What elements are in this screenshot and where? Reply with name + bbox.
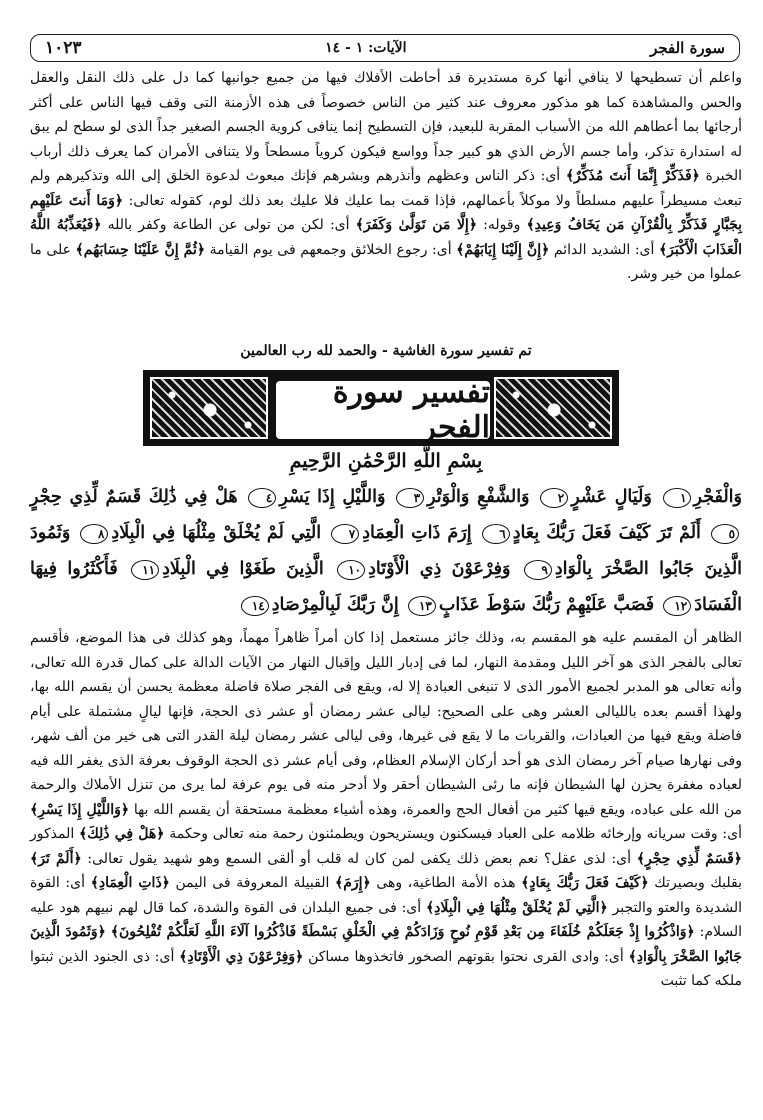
verse-number: ٩ — [524, 560, 552, 580]
quran-quote: ﴿إِرَمَ﴾ — [335, 875, 371, 891]
commentary-text: المذكور — [30, 826, 80, 842]
commentary-paragraph-bottom — [30, 626, 742, 994]
quran-quote: ﴿ذَاتِ الْعِمَادِ﴾ — [90, 875, 170, 891]
quran-quote: ﴿وَمَا أَنتَ عَلَيْهِم بِجَبَّارٍ فَذَكِّرْ بِالْقُرْآنِ مَن يَخَافُ وَعِيدِ﴾ — [30, 192, 743, 233]
verse-number: ١ — [663, 488, 691, 508]
commentary-text: أى: فى جميع البلدان فى القوة والشدة، كما قال لهم نبيهم هود عليه السلام: — [30, 899, 742, 940]
basmala: بِسْمِ اللَّهِ الرَّحْمَٰنِ الرَّحِيمِ — [289, 450, 483, 472]
verse-number: ١٤ — [241, 596, 269, 616]
quran-quote: ﴿وَاذْكُرُوا إِذْ جَعَلَكُمْ خُلَفَاءَ مِن بَعْدِ قَوْمِ نُوحٍ وَزَادَكُمْ فِي الْخَلْقِ بَسْطَةً فَاذْكُرُوا آلَاءَ اللَّهِ لَعَلَّكُمْ تُفْلِحُونَ﴾ — [110, 924, 695, 940]
verse-number: ٤ — [248, 488, 276, 508]
verse-text: وَالشَّفْعِ وَالْوَتْرِ — [427, 487, 530, 507]
verse-text: هَلْ فِي ذَٰلِكَ قَسَمٌ لِّذِي حِجْرٍ — [30, 487, 238, 507]
verse-text: فَأَكْثَرُوا فِيهَا الْفَسَادَ — [30, 559, 742, 615]
commentary-text: واعلم أن تسطيحها لا ينافي أنها كرة مستديرة قد أحاطت الأفلاك فيها من جميع جوانبها كما دل على ذلك النقل والعقل والحس والمشاهدة كما هو مذكور معروف عند كثير من الناس خصوصاً فى هذه الأزمنة التى وقف فيها الناس على أكثر أرجائها بما أعطاهم الله من الأسباب المقربة للبعيد، فإن التسطيح إنما ينافى كروية الجسم الصغير جداً الذى لو سطح لم يبق له استدارة تذكر، وأما جسم الأرض الذي هو كبير جداً وواسع فيكون كروياً مسطحاً ولا يتنافى الأمران كما يعرف ذلك أرباب الخبرة — [30, 70, 742, 184]
header-surah-name: سورة الفجر — [650, 39, 725, 57]
surah-end-line: تم تفسير سورة الغاشية - والحمد لله رب العالمين — [240, 343, 532, 359]
page-number: ١٠٢٣ — [45, 38, 82, 58]
commentary-text: الظاهر أن المقسم عليه هو المقسم به، وذلك جائز مستعمل إذا كان أمراً ظاهراً مهماً، وهو كذلك فى هذا الموضع، فأقسم تعالى بالفجر الذى هو آخر الليل ومقدمة النهار، لما فى إدبار الليل وإقبال النهار من الآيات الدالة على كمال قدرة الله تعالى، وأنه تعالى هو المدبر لجميع الأمور الذى لا تنبغى العبادة إلا له، ويقع فى الفجر صلاة فاضلة معظمة يحسن أن يقسم الله بها، ولهذا أقسم بعده بالليالى العشر وهى على الصحيح: ليالى عشر رمضان أو عشر ذى الحجة، فإنها ليالٍ مشتملة على أيام فاضلة ويقع فيها من العبادات، والقربات ما لا يقع فى غيرها، وفى ليالى عشر رمضان ليلة القدر التى هى خير من ألف شهر، وفى نهارها صيام آخر رمضان الذى هو أحد أركان الإسلام العظام، وفى أيام عشر ذى الحجة الوقوف بعرفة الذى يغفر الله فيه لعباده مغفرة يحزن لها الشيطان فإنه ما رئى الشيطان أحقر ولا أدحر منه فى يوم عرفة لما يرى من تنزل الأملاك والرحمة من الله على عباده، ويقع فيها كثير من أفعال الحج والعمرة، وهذه أشياء معظمة مستحقة أن يقسم الله بها — [30, 630, 743, 818]
verse-text: وَثَمُودَ الَّذِينَ جَابُوا الصَّخْرَ بِالْوَادِ — [30, 523, 743, 579]
quran-quote: ﴿هَلْ فِي ذَٰلِكَ﴾ — [79, 826, 165, 842]
surah-title: تفسير سورة الفجر — [332, 375, 490, 445]
ornament-pattern — [150, 377, 268, 439]
banner-center-frame — [274, 375, 492, 445]
verse-text: وَلَيَالٍ عَشْرٍ — [571, 487, 652, 507]
quran-quote: ﴿ثُمَّ إِنَّ عَلَيْنَا حِسَابَهُم﴾ — [75, 241, 206, 258]
quran-quote: ﴿قَسَمٌ لِّذِي حِجْرٍ﴾ — [636, 850, 742, 867]
commentary-text: القبيلة المعروفة فى اليمن — [169, 875, 336, 891]
commentary-text: أى: القوة الشديدة والعتو والتجبر — [30, 875, 742, 916]
verse-number: ١١ — [131, 560, 159, 580]
verse-text: الَّتِي لَمْ يُخْلَقْ مِثْلُهَا فِي الْبِلَادِ — [111, 523, 322, 543]
commentary-text: على ما عملوا من خير وشر. — [30, 241, 742, 282]
verse-text: إِرَمَ ذَاتِ الْعِمَادِ — [362, 523, 472, 543]
quran-quote: ﴿كَيْفَ فَعَلَ رَبُّكَ بِعَادٍ﴾ — [521, 875, 649, 891]
page-header — [30, 34, 740, 62]
verse-number: ١٠ — [337, 560, 365, 580]
quran-quote: ﴿وَثَمُودَ الَّذِينَ جَابُوا الصَّخْرَ بِالْوَادِ﴾ — [30, 924, 742, 965]
commentary-text: أى: لكن من تولى عن الطاعة وكفر بالله — [101, 217, 356, 233]
commentary-text: أى: ذى الجنود الذين ثبتوا ملكه كما تثبت — [30, 948, 742, 989]
verse-number: ٨ — [80, 524, 108, 544]
verse-text: وَفِرْعَوْنَ ذِي الْأَوْتَادِ — [368, 559, 511, 579]
verse-text: وَالْفَجْرِ — [693, 487, 742, 507]
commentary-text: أى: لذى عقل؟ نعم بعض ذلك يكفى لمن كان له قلب أو ألقى السمع وهو شهيد يقول تعالى: — [81, 850, 637, 867]
verse-number: ١٢ — [663, 596, 691, 616]
verse-text: فَصَبَّ عَلَيْهِمْ رَبُّكَ سَوْطَ عَذَابٍ — [438, 595, 655, 615]
commentary-text: أى: وقت سريانه وإرخائه ظلامه على العباد فيسكنون ويستريحون ويطمئنون رحمة منه تعالى وحكمة — [164, 826, 742, 842]
header-ayat-range: الآيات: ١ - ١٤ — [325, 40, 407, 56]
commentary-text: هذه الأمة الطاغية، وهى — [370, 875, 522, 891]
commentary-text: أى: رجوع الخلائق وجمعهم فى يوم القيامة — [205, 241, 457, 258]
verse-text: الَّذِينَ طَغَوْا فِي الْبِلَادِ — [162, 559, 324, 579]
verse-text: أَلَمْ تَرَ كَيْفَ فَعَلَ رَبُّكَ بِعَادٍ — [512, 523, 701, 543]
quran-quote: ﴿أَلَمْ تَرَ﴾ — [30, 850, 82, 867]
verse-number: ٢ — [540, 488, 568, 508]
verse-number: ٦ — [482, 524, 510, 544]
commentary-text: أى: ذكر الناس وعظهم وأنذرهم وبشرهم فإنك مبعوث لدعوة الخلق إلى الله وتذكيرهم ولم تبعث مسيطراً عليهم مسلطاً ولا موكلاً بأعمالهم، فإذا قمت بما عليك فلا عليك بعد ذلك لوم، كقوله تعالى: — [30, 168, 742, 209]
quran-quote: ﴿فَيُعَذِّبُهُ اللَّهُ الْعَذَابَ الْأَكْبَرَ﴾ — [30, 217, 742, 258]
quran-quote: ﴿وَفِرْعَوْنَ ذِي الْأَوْتَادِ﴾ — [179, 948, 304, 965]
verse-text: وَاللَّيْلِ إِذَا يَسْرِ — [279, 487, 386, 507]
commentary-text: أى: وادى القرى نحتوا بقوتهم الصخور فاتخذوها مساكن — [303, 948, 629, 965]
verse-number: ٥ — [711, 524, 739, 544]
verse-number: ٧ — [331, 524, 359, 544]
verse-number: ٣ — [396, 488, 424, 508]
commentary-text: أى: الشديد الدائم — [549, 241, 659, 258]
quran-verses-block — [30, 479, 742, 623]
quran-quote: ﴿إِنَّ إِلَيْنَا إِيَابَهُمْ﴾ — [456, 241, 550, 258]
verse-text: إِنَّ رَبَّكَ لَبِالْمِرْصَادِ — [271, 595, 399, 615]
verse-number: ١٣ — [408, 596, 436, 616]
commentary-text: وقوله: — [477, 217, 527, 233]
quran-quote: ﴿فَذَكِّرْ إِنَّمَا أَنتَ مُذَكِّرٌ﴾ — [565, 168, 700, 184]
quran-quote: ﴿الَّتِي لَمْ يُخْلَقْ مِثْلُهَا فِي الْبِلَادِ﴾ — [425, 899, 608, 916]
quran-quote: ﴿إِلَّا مَن تَوَلَّىٰ وَكَفَرَ﴾ — [355, 217, 478, 233]
surah-title-banner — [143, 370, 619, 446]
commentary-text: بقلبك وبصيرتك — [648, 875, 743, 891]
ornament-pattern — [494, 377, 612, 439]
quran-quote: ﴿وَاللَّيْلِ إِذَا يَسْرِ﴾ — [30, 801, 130, 818]
commentary-paragraph-top — [30, 66, 742, 287]
